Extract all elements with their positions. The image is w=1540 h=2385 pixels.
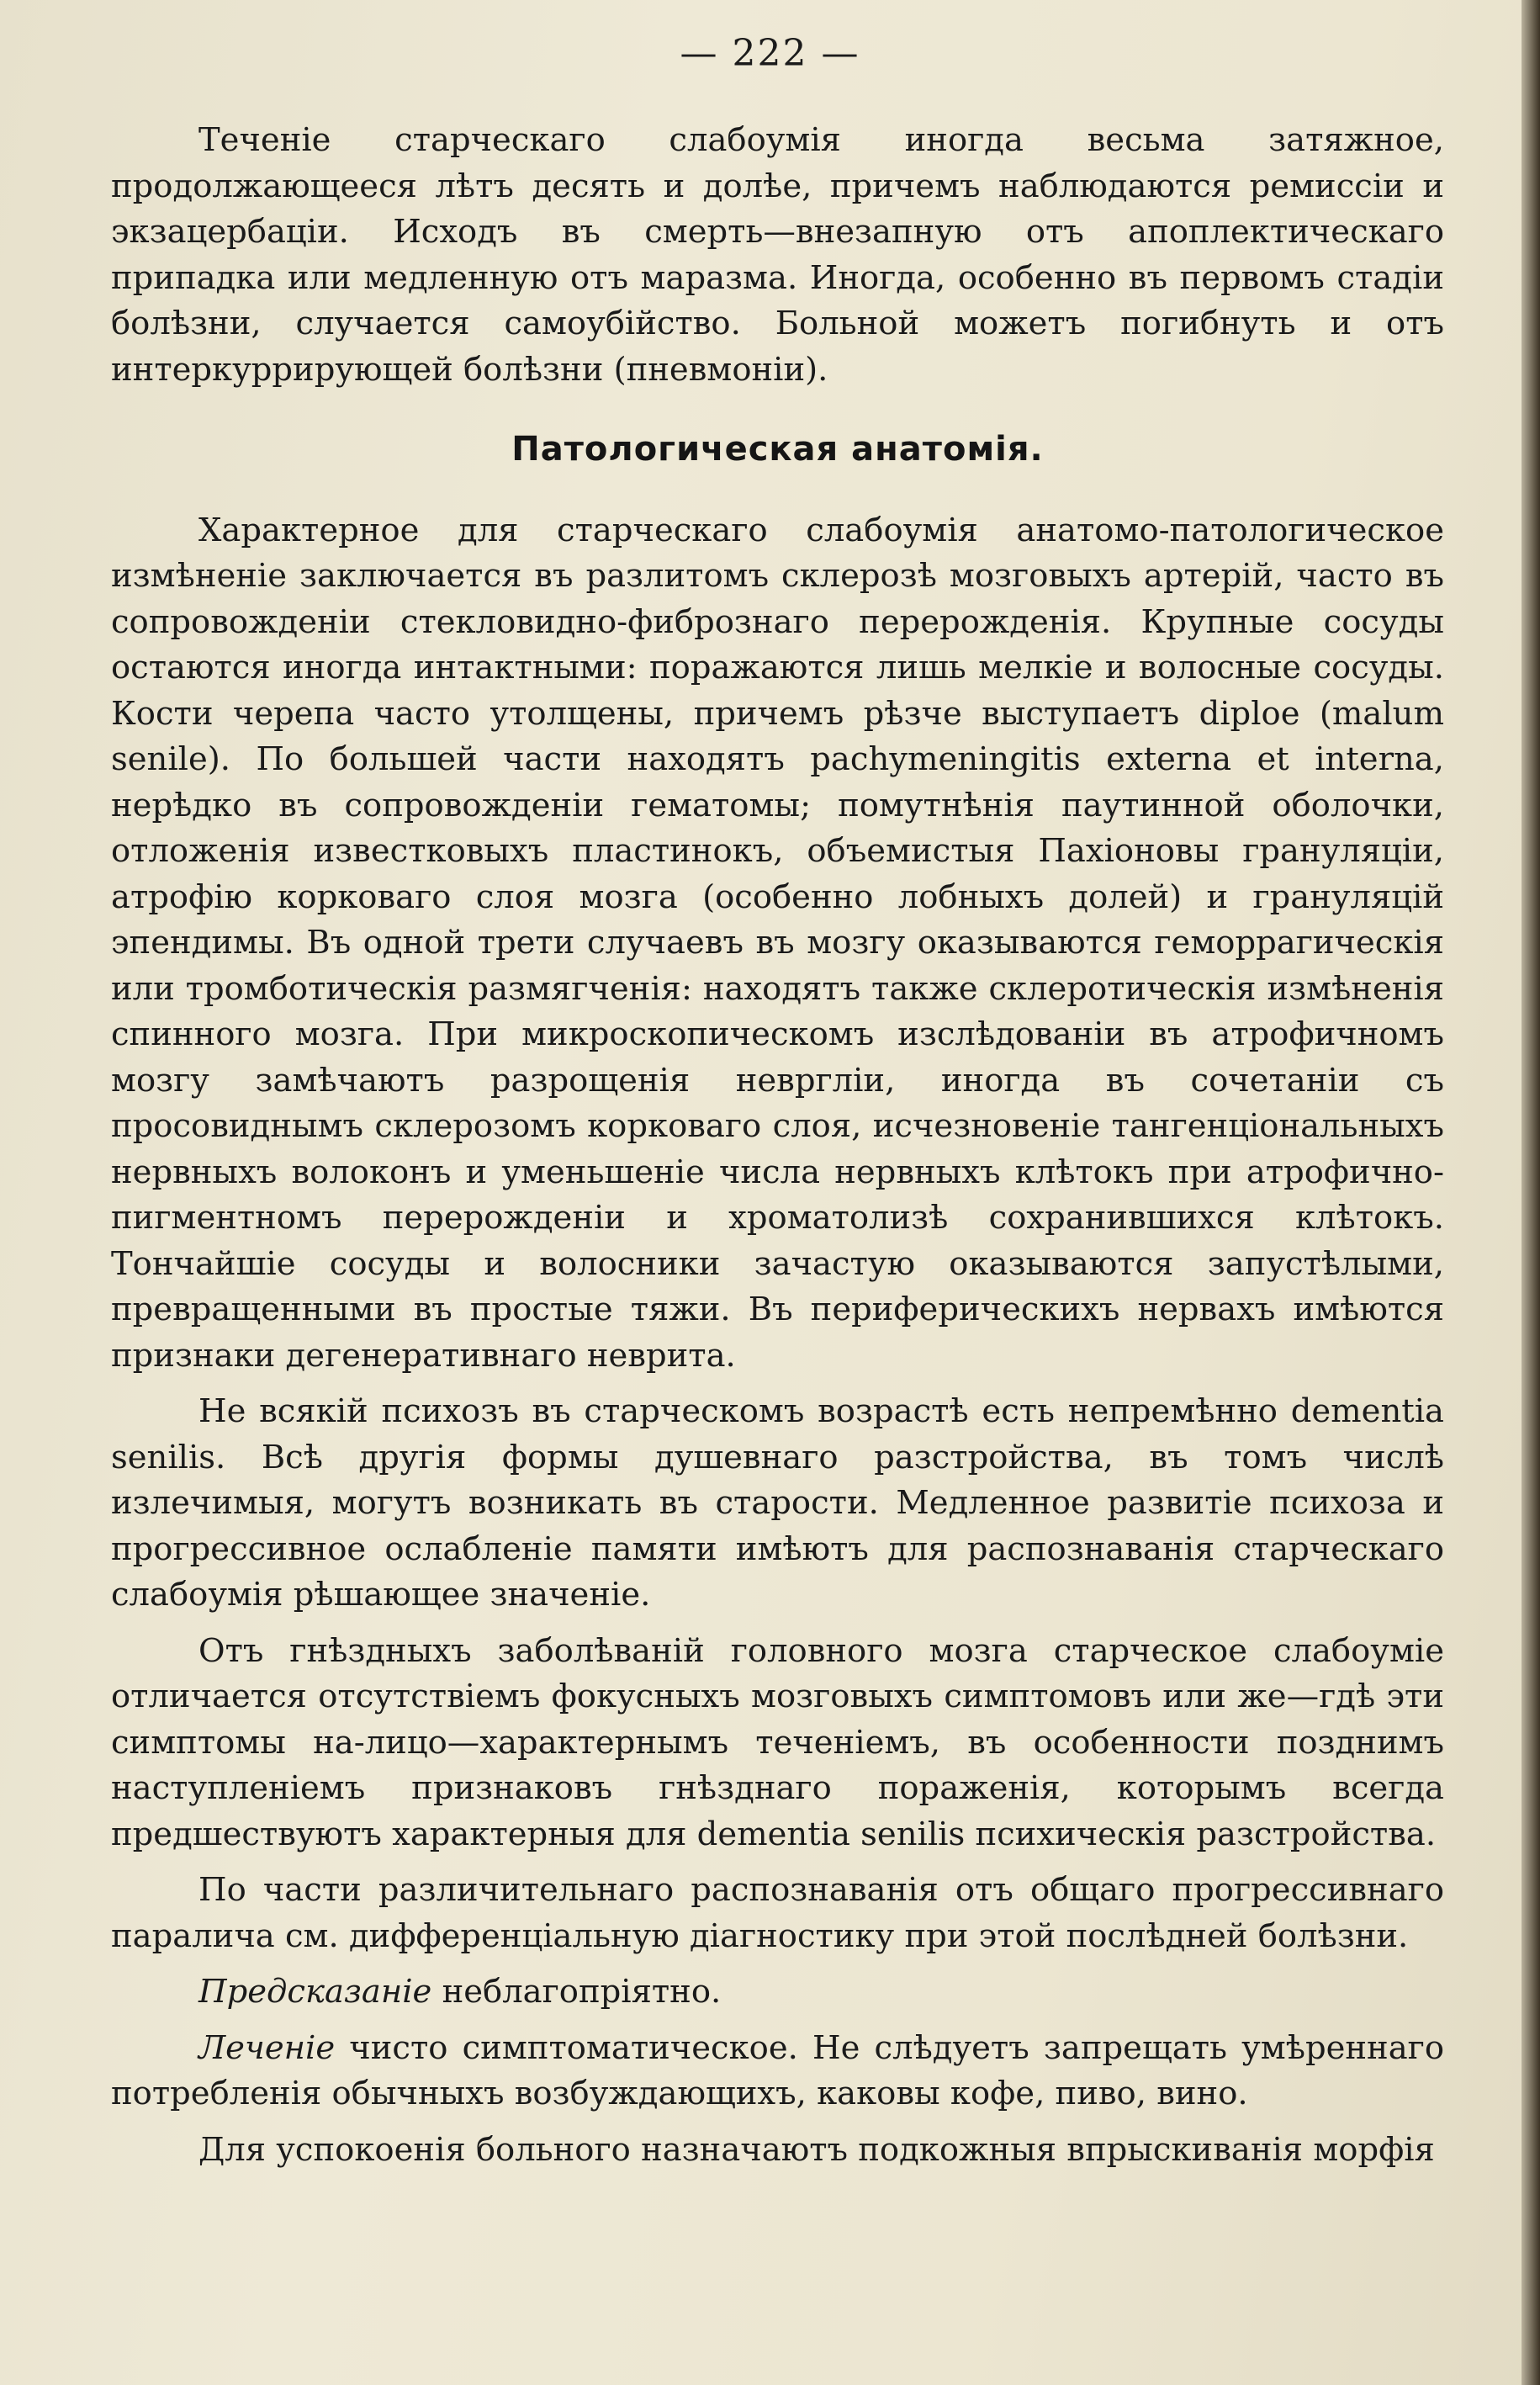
paragraph-differential-focal: Отъ гнѣздныхъ заболѣваній головного мозга старческое слабоуміе отличается отсутствіемъ фокусныхъ мозговыхъ симптомовъ или же—гдѣ эти симптомы на-лицо—характернымъ теченіемъ, въ особенности позднимъ наступленіемъ признаковъ гнѣзднаго пораженія, которымъ всегда предшествуютъ характерныя для dementia senilis психическія разстройства. [111, 1631, 1444, 1853]
paragraph-pathological-anatomy: Характерное для старческаго слабоумія анатомо-патологическое измѣненіе заключается въ разлитомъ склерозѣ мозговыхъ артерій, часто въ сопровожденіи стекловидно-фибрознаго перерожденія. Крупные сосуды остаются иногда интактными: поражаются лишь мелкіе и волосные сосуды. Кости черепа часто утолщены, причемъ рѣзче выступаетъ diploe (malum senile). По большей части находятъ pachymeningitis externa et interna, нерѣдко въ сопровожденіи гематомы; помутнѣнія паутинной оболочки, отложенія известковыхъ пластинокъ, объемистыя Пахіоновы грануляціи, атрофію корковаго слоя мозга (особенно лобныхъ долей) и грануляцій эпендимы. Въ одной трети случаевъ въ мозгу оказываются геморрагическія или тромботическія размягченія: находятъ также склеротическія измѣненія спинного мозга. При микроскопическомъ изслѣдованіи въ атрофичномъ мозгу замѣчаютъ разрощенія невргліи, иногда въ сочетаніи съ просовиднымъ склерозомъ корковаго слоя, исчезновеніе тангенціональныхъ нервныхъ волоконъ и уменьшеніе числа нервныхъ клѣтокъ при атрофично-пигментномъ перерожденіи и хроматолизѣ сохранившихся клѣтокъ. Тончайшіе сосуды и волосники зачастую оказываются запустѣлыми, превращенными въ простые тяжи. Въ периферическихъ нервахъ имѣются признаки дегенеративнаго неврита. [111, 511, 1444, 1375]
prognosis-label: Предсказаніе [198, 1973, 432, 2011]
page-number: — 222 — [680, 32, 860, 75]
paragraph-differential-paralysis: По части различительнаго распознаванія отъ общаго прогрессивнаго паралича см. дифференціальную діагностику при этой послѣдней болѣзни. [111, 1871, 1444, 1955]
page-body [111, 118, 1444, 2173]
prognosis-text: неблагопріятно. [431, 1973, 722, 2011]
treatment-label: Леченіе [198, 2028, 336, 2067]
paragraph-course-of-disease: Теченіе старческаго слабоумія иногда весьма затяжное, продолжающееся лѣтъ десять и долѣе, причемъ наблюдаются ремиссіи и экзацербаціи. Исходъ въ смерть—внезапную отъ апоплектическаго припадка или медленную отъ маразма. Иногда, особенно въ первомъ стадіи болѣзни, случается самоубійство. Больной можетъ погибнуть и отъ интеркуррирующей болѣзни (пневмоніи). [111, 121, 1444, 389]
paragraph-prognosis [111, 1969, 1444, 2016]
paragraph-differential-senile: Не всякій психозъ въ старческомъ возрастѣ есть непремѣнно dementia senilis. Всѣ другія формы душевнаго разстройства, въ томъ числѣ излечимыя, могутъ возникать въ старости. Медленное развитіе психоза и прогрессивное ослабленіе памяти имѣютъ для распознаванія старческаго слабоумія рѣшающее значеніе. [111, 1392, 1444, 1614]
page-edge-shadow [1521, 0, 1540, 2385]
treatment-text: чисто симптоматическое. Не слѣдуетъ запрещать умѣреннаго потребленія обычныхъ возбуждающихъ, каковы кофе, пиво, вино. [111, 2028, 1444, 2112]
paragraph-sedation: Для успокоенія больного назначаютъ подкожныя впрыскиванія морфія [198, 2130, 1435, 2169]
section-heading: Патологическая анатомія. [511, 430, 1044, 469]
paragraph-treatment [111, 2026, 1444, 2117]
